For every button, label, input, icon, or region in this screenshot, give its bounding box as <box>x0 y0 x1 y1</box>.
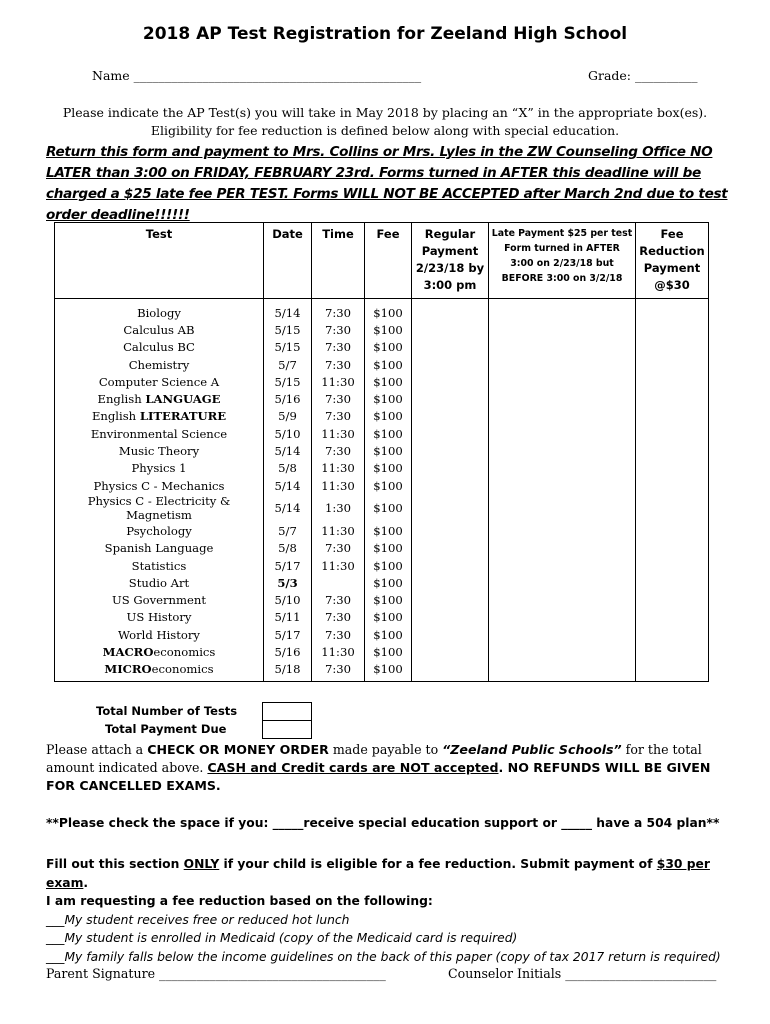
header-line: Fee <box>660 227 684 241</box>
late-payment-box[interactable] <box>489 477 636 494</box>
header-line: Late Payment $25 per test <box>491 228 633 239</box>
test-name <box>55 390 264 407</box>
fee-reduction-box[interactable] <box>636 557 709 574</box>
table-row <box>55 390 709 407</box>
test-date: 5/8 <box>264 460 312 477</box>
test-time: 7:30 <box>312 442 365 459</box>
header-line: Payment <box>643 261 701 275</box>
test-date: 5/14 <box>264 494 312 522</box>
header-fee: Fee <box>365 223 412 299</box>
test-time: 11:30 <box>312 477 365 494</box>
regular-payment-box[interactable] <box>412 373 489 390</box>
test-name <box>55 494 264 522</box>
total-tests-label: Total Number of Tests <box>96 704 238 718</box>
header-regular-payment <box>412 223 489 299</box>
test-date: 5/10 <box>264 591 312 608</box>
test-name-text: Chemistry <box>128 357 190 372</box>
test-name-text: economics <box>153 644 216 659</box>
test-time: 7:30 <box>312 321 365 338</box>
test-date: 5/8 <box>264 540 312 557</box>
table-row <box>55 442 709 459</box>
test-date: 5/10 <box>264 425 312 442</box>
table-row <box>55 557 709 574</box>
test-time: 11:30 <box>312 643 365 660</box>
late-payment-box[interactable] <box>489 442 636 459</box>
table-row <box>55 425 709 442</box>
fee-reduction-box[interactable] <box>636 477 709 494</box>
test-name <box>55 557 264 574</box>
test-name <box>55 609 264 626</box>
regular-payment-box[interactable] <box>412 574 489 591</box>
note-text: Please attach a <box>46 742 148 757</box>
regular-payment-box[interactable] <box>412 661 489 682</box>
fee-reduction-box[interactable] <box>636 299 709 322</box>
test-date: 5/14 <box>264 477 312 494</box>
test-name <box>55 442 264 459</box>
test-name <box>55 408 264 425</box>
test-fee: $100 <box>365 557 412 574</box>
test-name-text: English <box>97 392 146 407</box>
regular-payment-box[interactable] <box>412 390 489 407</box>
test-time: 7:30 <box>312 540 365 557</box>
fee-reduction-box[interactable] <box>636 356 709 373</box>
table-row <box>55 626 709 643</box>
test-name-text: World History <box>118 627 200 642</box>
test-name <box>55 643 264 660</box>
fee-reduction-box[interactable] <box>636 373 709 390</box>
late-payment-box[interactable] <box>489 321 636 338</box>
regular-payment-box[interactable] <box>412 356 489 373</box>
grade-field[interactable]: Grade: __________ <box>588 68 698 83</box>
test-fee: $100 <box>365 661 412 682</box>
header-late-payment <box>489 223 636 299</box>
late-payment-box[interactable] <box>489 460 636 477</box>
test-date: 5/7 <box>264 356 312 373</box>
header-line: Payment <box>421 244 479 258</box>
test-name <box>55 661 264 682</box>
test-date: 5/14 <box>264 442 312 459</box>
regular-payment-box[interactable] <box>412 626 489 643</box>
test-name <box>55 540 264 557</box>
fee-reduction-option[interactable]: ___My family falls below the income guidelines on the back of this paper (copy of tax 2017 return is required) <box>46 949 721 964</box>
test-name-bold: LITERATURE <box>139 409 227 424</box>
test-name-text: Calculus AB <box>123 322 195 337</box>
fee-reduction-box[interactable] <box>636 339 709 356</box>
fee-reduction-box[interactable] <box>636 408 709 425</box>
test-name <box>55 522 264 539</box>
table-row <box>55 643 709 660</box>
test-date: 5/3 <box>264 574 312 591</box>
price-text: $30 per exam <box>46 857 710 890</box>
test-date: 5/15 <box>264 321 312 338</box>
fee-reduction-box[interactable] <box>636 661 709 682</box>
header-line: BEFORE 3:00 on 3/2/18 <box>501 273 623 284</box>
test-time: 7:30 <box>312 661 365 682</box>
header-line: @$30 <box>654 278 690 292</box>
regular-payment-box[interactable] <box>412 425 489 442</box>
fee-reduction-heading: I am requesting a fee reduction based on the following: <box>46 894 433 908</box>
test-name-text: Calculus BC <box>123 340 195 355</box>
regular-payment-box[interactable] <box>412 643 489 660</box>
counselor-initials-field[interactable]: Counselor Initials ________________________ <box>448 966 717 981</box>
fee-reduction-instructions <box>46 855 736 892</box>
table-row <box>55 477 709 494</box>
test-time: 7:30 <box>312 408 365 425</box>
fee-reduction-box[interactable] <box>636 626 709 643</box>
late-payment-box[interactable] <box>489 540 636 557</box>
test-fee: $100 <box>365 460 412 477</box>
table-row <box>55 339 709 356</box>
fee-reduction-box[interactable] <box>636 390 709 407</box>
deadline-warning: Return this form and payment to Mrs. Collins or Mrs. Lyles in the ZW Counseling Office NO LATER than 3:00 on FRIDAY, FEBRUARY 23rd. Forms turned in AFTER this deadline will be charged a $25 late fee PER TEST. Forms WILL NOT BE ACCEPTED after March 2nd due to test order deadline!!!!!! <box>46 144 728 223</box>
header-fee-reduction <box>636 223 709 299</box>
test-table <box>54 222 709 682</box>
test-fee: $100 <box>365 574 412 591</box>
test-name-bold: MACRO <box>102 644 154 659</box>
late-payment-box[interactable] <box>489 591 636 608</box>
table-row <box>55 299 709 322</box>
test-time: 11:30 <box>312 373 365 390</box>
fee-reduction-box[interactable] <box>636 609 709 626</box>
test-date: 5/14 <box>264 299 312 322</box>
header-time: Time <box>312 223 365 299</box>
test-name-text: Psychology <box>126 523 192 538</box>
fee-reduction-box[interactable] <box>636 591 709 608</box>
note-text: made payable to <box>328 742 443 757</box>
regular-payment-box[interactable] <box>412 540 489 557</box>
test-date: 5/7 <box>264 522 312 539</box>
test-fee: $100 <box>365 626 412 643</box>
test-date: 5/15 <box>264 373 312 390</box>
test-date: 5/18 <box>264 661 312 682</box>
header-line: Reduction <box>639 244 705 258</box>
test-fee: $100 <box>365 591 412 608</box>
name-field[interactable]: Name ______________________________________________ <box>92 68 422 83</box>
fee-reduction-box[interactable] <box>636 442 709 459</box>
total-payment-box[interactable] <box>262 720 312 739</box>
test-name-text: Physics 1 <box>131 461 187 476</box>
special-ed-line[interactable]: **Please check the space if you: _____receive special education support or _____ have a 504 plan** <box>46 816 720 830</box>
table-row <box>55 356 709 373</box>
late-payment-box[interactable] <box>489 522 636 539</box>
test-fee: $100 <box>365 540 412 557</box>
regular-payment-box[interactable] <box>412 609 489 626</box>
test-time: 7:30 <box>312 356 365 373</box>
text: if your child is eligible for a fee reduction. Submit payment of <box>219 857 657 871</box>
fee-reduction-box[interactable] <box>636 522 709 539</box>
test-name <box>55 477 264 494</box>
no-refunds-note: . NO REFUNDS WILL BE GIVEN FOR CANCELLED EXAMS. <box>46 760 711 793</box>
test-fee: $100 <box>365 408 412 425</box>
payee-name: “Zeeland Public Schools” <box>442 742 622 757</box>
test-fee: $100 <box>365 442 412 459</box>
test-name-text: economics <box>151 662 214 677</box>
text: . <box>83 875 89 890</box>
test-time: 1:30 <box>312 494 365 522</box>
test-name-text: Physics C - Electricity & Magnetism <box>87 494 231 523</box>
test-fee: $100 <box>365 643 412 660</box>
test-name-text: Spanish Language <box>104 541 214 556</box>
test-fee: $100 <box>365 321 412 338</box>
test-time <box>312 574 365 591</box>
late-payment-box[interactable] <box>489 339 636 356</box>
test-date: 5/17 <box>264 557 312 574</box>
test-name-text: Music Theory <box>118 444 200 459</box>
parent-signature-field[interactable]: Parent Signature ____________________________________ <box>46 966 386 981</box>
fee-reduction-box[interactable] <box>636 540 709 557</box>
test-name-text: Computer Science A <box>98 374 220 389</box>
test-name-text: Physics C - Mechanics <box>93 478 225 493</box>
table-row <box>55 591 709 608</box>
regular-payment-box[interactable] <box>412 591 489 608</box>
fee-reduction-box[interactable] <box>636 643 709 660</box>
table-row <box>55 460 709 477</box>
payment-note <box>46 741 726 795</box>
test-name-text: English <box>91 409 140 424</box>
page-title: 2018 AP Test Registration for Zeeland High School <box>142 24 628 44</box>
test-date: 5/17 <box>264 626 312 643</box>
table-row <box>55 321 709 338</box>
test-name-text: Environmental Science <box>90 426 228 441</box>
late-payment-box[interactable] <box>489 574 636 591</box>
note-bold: CHECK OR MONEY ORDER <box>147 742 329 757</box>
regular-payment-box[interactable] <box>412 299 489 322</box>
test-date: 5/16 <box>264 643 312 660</box>
regular-payment-box[interactable] <box>412 477 489 494</box>
intro-text: Please indicate the AP Test(s) you will take in May 2018 by placing an “X” in the appropriate box(es). Eligibility for fee reduction is defined below along with special education. <box>62 105 708 138</box>
test-time: 7:30 <box>312 390 365 407</box>
table-row <box>55 494 709 522</box>
regular-payment-box[interactable] <box>412 522 489 539</box>
late-payment-box[interactable] <box>489 299 636 322</box>
test-fee: $100 <box>365 390 412 407</box>
regular-payment-box[interactable] <box>412 408 489 425</box>
test-name <box>55 460 264 477</box>
header-line: 3:00 pm <box>423 278 477 292</box>
test-name-text: Biology <box>137 305 181 320</box>
test-fee: $100 <box>365 425 412 442</box>
fee-reduction-box[interactable] <box>636 460 709 477</box>
test-name-text: Statistics <box>131 558 187 573</box>
total-payment-label: Total Payment Due <box>105 722 227 736</box>
regular-payment-box[interactable] <box>412 460 489 477</box>
header-line: Form turned in AFTER <box>504 243 620 254</box>
fee-reduction-option[interactable]: ___My student is enrolled in Medicaid (copy of the Medicaid card is required) <box>46 931 518 945</box>
test-fee: $100 <box>365 477 412 494</box>
fee-reduction-section <box>46 855 736 966</box>
fee-reduction-box[interactable] <box>636 494 709 522</box>
test-name-text: US History <box>126 610 192 625</box>
regular-payment-box[interactable] <box>412 339 489 356</box>
no-cash-note: CASH and Credit cards are NOT accepted <box>207 760 499 775</box>
test-name <box>55 626 264 643</box>
test-fee: $100 <box>365 494 412 522</box>
fee-reduction-box[interactable] <box>636 574 709 591</box>
test-fee: $100 <box>365 609 412 626</box>
test-fee: $100 <box>365 522 412 539</box>
table-row <box>55 408 709 425</box>
header-line: 3:00 on 2/23/18 but <box>510 258 614 269</box>
late-payment-box[interactable] <box>489 661 636 682</box>
test-time: 7:30 <box>312 339 365 356</box>
regular-payment-box[interactable] <box>412 557 489 574</box>
table-row <box>55 540 709 557</box>
test-name <box>55 356 264 373</box>
test-date: 5/16 <box>264 390 312 407</box>
only-text: ONLY <box>183 857 220 871</box>
test-time: 7:30 <box>312 299 365 322</box>
table-row <box>55 661 709 682</box>
late-payment-box[interactable] <box>489 425 636 442</box>
header-test: Test <box>55 223 264 299</box>
test-name <box>55 591 264 608</box>
test-name-bold: MICRO <box>104 662 152 677</box>
test-name <box>55 373 264 390</box>
late-payment-box[interactable] <box>489 557 636 574</box>
fee-reduction-box[interactable] <box>636 425 709 442</box>
test-name <box>55 299 264 322</box>
test-time: 11:30 <box>312 425 365 442</box>
total-tests-box[interactable] <box>262 702 312 721</box>
regular-payment-box[interactable] <box>412 442 489 459</box>
test-time: 11:30 <box>312 522 365 539</box>
test-name <box>55 574 264 591</box>
table-row <box>55 574 709 591</box>
test-time: 7:30 <box>312 591 365 608</box>
regular-payment-box[interactable] <box>412 321 489 338</box>
test-fee: $100 <box>365 373 412 390</box>
table-row <box>55 373 709 390</box>
late-payment-box[interactable] <box>489 408 636 425</box>
table-row <box>55 609 709 626</box>
test-name-bold: LANGUAGE <box>145 392 221 407</box>
test-time: 11:30 <box>312 557 365 574</box>
late-payment-box[interactable] <box>489 390 636 407</box>
test-fee: $100 <box>365 299 412 322</box>
test-name <box>55 339 264 356</box>
late-payment-box[interactable] <box>489 626 636 643</box>
test-time: 11:30 <box>312 460 365 477</box>
note-text: for the total amount indicated above. <box>46 742 702 775</box>
table-row <box>55 522 709 539</box>
test-time: 7:30 <box>312 626 365 643</box>
late-payment-box[interactable] <box>489 356 636 373</box>
text: Fill out this section <box>46 857 184 871</box>
late-payment-box[interactable] <box>489 494 636 522</box>
test-name-text: US Government <box>111 593 207 608</box>
test-time: 7:30 <box>312 609 365 626</box>
test-name <box>55 321 264 338</box>
test-date: 5/15 <box>264 339 312 356</box>
header-line: Regular <box>424 227 476 241</box>
fee-reduction-box[interactable] <box>636 321 709 338</box>
fee-reduction-option[interactable]: ___My student receives free or reduced hot lunch <box>46 912 350 927</box>
late-payment-box[interactable] <box>489 609 636 626</box>
test-date: 5/11 <box>264 609 312 626</box>
regular-payment-box[interactable] <box>412 494 489 522</box>
late-payment-box[interactable] <box>489 373 636 390</box>
header-line: 2/23/18 by <box>415 261 485 275</box>
test-name-text: Studio Art <box>128 575 190 590</box>
test-date: 5/9 <box>264 408 312 425</box>
late-payment-box[interactable] <box>489 643 636 660</box>
test-name <box>55 425 264 442</box>
header-date: Date <box>264 223 312 299</box>
test-fee: $100 <box>365 339 412 356</box>
test-fee: $100 <box>365 356 412 373</box>
